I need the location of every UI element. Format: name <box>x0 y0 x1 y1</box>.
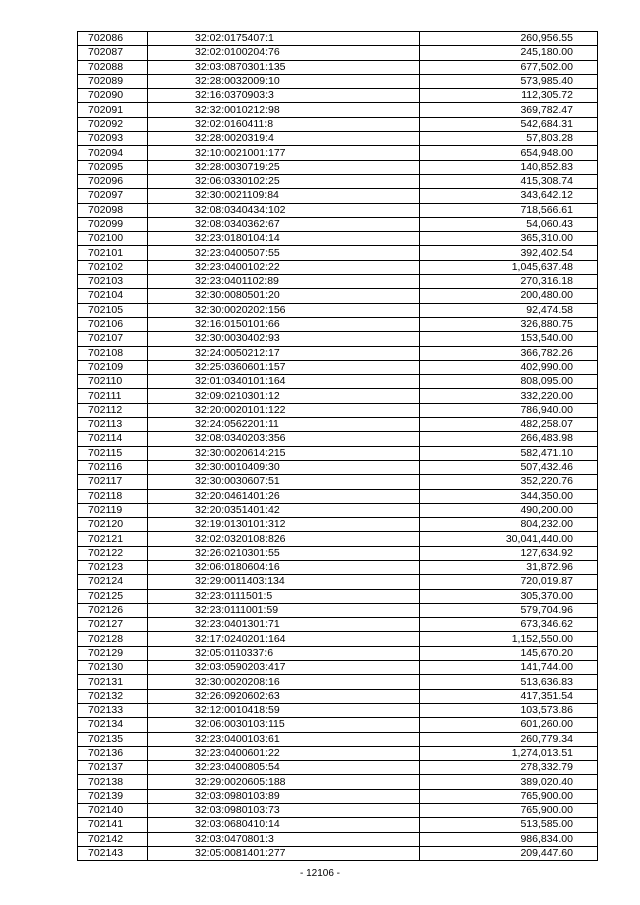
table-row <box>78 646 598 660</box>
cadastral-number-cell: 32:05:0110337:6 <box>148 646 420 660</box>
value-cell: 103,573.86 <box>420 703 598 717</box>
table-row <box>78 60 598 74</box>
row-id-cell: 702105 <box>78 303 148 317</box>
page-number: - 12106 - <box>299 868 341 879</box>
table-row <box>78 446 598 460</box>
value-cell: 31,872.96 <box>420 560 598 574</box>
cadastral-number-cell: 32:08:0340203:356 <box>148 432 420 446</box>
value-cell: 654,948.00 <box>420 146 598 160</box>
value-cell: 542,684.31 <box>420 117 598 131</box>
value-cell: 57,803.28 <box>420 132 598 146</box>
cadastral-number-cell: 32:30:0010409:30 <box>148 460 420 474</box>
row-id-cell: 702100 <box>78 232 148 246</box>
cadastral-number-cell: 32:06:0030103:115 <box>148 718 420 732</box>
row-id-cell: 702103 <box>78 275 148 289</box>
table-row <box>78 546 598 560</box>
table-body <box>78 32 598 861</box>
data-table <box>77 31 598 861</box>
value-cell: 1,152,550.00 <box>420 632 598 646</box>
table-row <box>78 232 598 246</box>
value-cell: 112,305.72 <box>420 89 598 103</box>
table-row <box>78 761 598 775</box>
row-id-cell: 702120 <box>78 518 148 532</box>
cadastral-number-cell: 32:32:0010212:98 <box>148 103 420 117</box>
value-cell: 389,020.40 <box>420 775 598 789</box>
cadastral-number-cell: 32:30:0020202:156 <box>148 303 420 317</box>
value-cell: 582,471.10 <box>420 446 598 460</box>
row-id-cell: 702134 <box>78 718 148 732</box>
cadastral-number-cell: 32:03:0680410:14 <box>148 818 420 832</box>
table-row <box>78 46 598 60</box>
table-row <box>78 103 598 117</box>
cadastral-number-cell: 32:05:0081401:277 <box>148 846 420 860</box>
cadastral-number-cell: 32:25:0360601:157 <box>148 360 420 374</box>
table-row <box>78 418 598 432</box>
table-row <box>78 174 598 188</box>
value-cell: 343,642.12 <box>420 189 598 203</box>
row-id-cell: 702126 <box>78 603 148 617</box>
row-id-cell: 702125 <box>78 589 148 603</box>
cadastral-number-cell: 32:23:0400103:61 <box>148 732 420 746</box>
table-row <box>78 160 598 174</box>
row-id-cell: 702117 <box>78 475 148 489</box>
row-id-cell: 702137 <box>78 761 148 775</box>
value-cell: 402,990.00 <box>420 360 598 374</box>
value-cell: 1,045,637.48 <box>420 260 598 274</box>
table-row <box>78 375 598 389</box>
value-cell: 365,310.00 <box>420 232 598 246</box>
value-cell: 513,636.83 <box>420 675 598 689</box>
cadastral-number-cell: 32:23:0401301:71 <box>148 618 420 632</box>
table-row <box>78 203 598 217</box>
table-row <box>78 246 598 260</box>
table-row <box>78 189 598 203</box>
value-cell: 601,260.00 <box>420 718 598 732</box>
row-id-cell: 702113 <box>78 418 148 432</box>
table-row <box>78 303 598 317</box>
value-cell: 305,370.00 <box>420 589 598 603</box>
table-row <box>78 689 598 703</box>
row-id-cell: 702127 <box>78 618 148 632</box>
cadastral-number-cell: 32:19:0130101:312 <box>148 518 420 532</box>
cadastral-number-cell: 32:20:0461401:26 <box>148 489 420 503</box>
row-id-cell: 702090 <box>78 89 148 103</box>
cadastral-number-cell: 32:09:0210301:12 <box>148 389 420 403</box>
row-id-cell: 702107 <box>78 332 148 346</box>
row-id-cell: 702094 <box>78 146 148 160</box>
cadastral-number-cell: 32:23:0400805:54 <box>148 761 420 775</box>
cadastral-number-cell: 32:16:0150101:66 <box>148 317 420 331</box>
table-row <box>78 117 598 131</box>
cadastral-number-cell: 32:06:0180604:16 <box>148 560 420 574</box>
row-id-cell: 702095 <box>78 160 148 174</box>
table-row <box>78 475 598 489</box>
table-row <box>78 589 598 603</box>
value-cell: 326,880.75 <box>420 317 598 331</box>
cadastral-number-cell: 32:30:0020208:16 <box>148 675 420 689</box>
table-row <box>78 746 598 760</box>
cadastral-number-cell: 32:16:0370903:3 <box>148 89 420 103</box>
row-id-cell: 702141 <box>78 818 148 832</box>
cadastral-number-cell: 32:23:0400601:22 <box>148 746 420 760</box>
value-cell: 200,480.00 <box>420 289 598 303</box>
table-row <box>78 460 598 474</box>
cadastral-number-cell: 32:23:0401102:89 <box>148 275 420 289</box>
table-row <box>78 818 598 832</box>
row-id-cell: 702104 <box>78 289 148 303</box>
row-id-cell: 702123 <box>78 560 148 574</box>
value-cell: 786,940.00 <box>420 403 598 417</box>
cadastral-number-cell: 32:30:0021109:84 <box>148 189 420 203</box>
value-cell: 673,346.62 <box>420 618 598 632</box>
cadastral-number-cell: 32:23:0111501:5 <box>148 589 420 603</box>
cadastral-number-cell: 32:20:0020101:122 <box>148 403 420 417</box>
cadastral-number-cell: 32:20:0351401:42 <box>148 503 420 517</box>
cadastral-number-cell: 32:08:0340362:67 <box>148 217 420 231</box>
row-id-cell: 702140 <box>78 804 148 818</box>
row-id-cell: 702093 <box>78 132 148 146</box>
row-id-cell: 702130 <box>78 661 148 675</box>
table-row <box>78 217 598 231</box>
value-cell: 804,232.00 <box>420 518 598 532</box>
table-row <box>78 632 598 646</box>
value-cell: 573,985.40 <box>420 74 598 88</box>
row-id-cell: 702096 <box>78 174 148 188</box>
row-id-cell: 702092 <box>78 117 148 131</box>
row-id-cell: 702132 <box>78 689 148 703</box>
cadastral-number-cell: 32:03:0980103:89 <box>148 789 420 803</box>
cadastral-number-cell: 32:28:0032009:10 <box>148 74 420 88</box>
value-cell: 417,351.54 <box>420 689 598 703</box>
row-id-cell: 702112 <box>78 403 148 417</box>
cadastral-number-cell: 32:23:0400507:55 <box>148 246 420 260</box>
table-row <box>78 346 598 360</box>
cadastral-number-cell: 32:03:0980103:73 <box>148 804 420 818</box>
cadastral-number-cell: 32:03:0470801:3 <box>148 832 420 846</box>
value-cell: 765,900.00 <box>420 789 598 803</box>
cadastral-number-cell: 32:01:0340101:164 <box>148 375 420 389</box>
cadastral-number-cell: 32:23:0400102:22 <box>148 260 420 274</box>
value-cell: 1,274,013.51 <box>420 746 598 760</box>
cadastral-number-cell: 32:28:0030719:25 <box>148 160 420 174</box>
cadastral-number-cell: 32:24:0562201:11 <box>148 418 420 432</box>
table-row <box>78 832 598 846</box>
cadastral-number-cell: 32:29:0011403:134 <box>148 575 420 589</box>
row-id-cell: 702129 <box>78 646 148 660</box>
row-id-cell: 702142 <box>78 832 148 846</box>
table-row <box>78 804 598 818</box>
value-cell: 270,316.18 <box>420 275 598 289</box>
value-cell: 415,308.74 <box>420 174 598 188</box>
cadastral-number-cell: 32:12:0010418:59 <box>148 703 420 717</box>
cadastral-number-cell: 32:06:0330102:25 <box>148 174 420 188</box>
value-cell: 366,782.26 <box>420 346 598 360</box>
value-cell: 986,834.00 <box>420 832 598 846</box>
row-id-cell: 702109 <box>78 360 148 374</box>
row-id-cell: 702097 <box>78 189 148 203</box>
row-id-cell: 702099 <box>78 217 148 231</box>
cadastral-number-cell: 32:10:0021001:177 <box>148 146 420 160</box>
table-row <box>78 275 598 289</box>
table-row <box>78 661 598 675</box>
table-row <box>78 432 598 446</box>
row-id-cell: 702124 <box>78 575 148 589</box>
row-id-cell: 702098 <box>78 203 148 217</box>
row-id-cell: 702118 <box>78 489 148 503</box>
table-row <box>78 132 598 146</box>
row-id-cell: 702086 <box>78 32 148 46</box>
value-cell: 30,041,440.00 <box>420 532 598 546</box>
row-id-cell: 702115 <box>78 446 148 460</box>
cadastral-number-cell: 32:23:0111001:59 <box>148 603 420 617</box>
row-id-cell: 702136 <box>78 746 148 760</box>
table-row <box>78 389 598 403</box>
cadastral-number-cell: 32:02:0100204:76 <box>148 46 420 60</box>
value-cell: 507,432.46 <box>420 460 598 474</box>
cadastral-number-cell: 32:02:0160411:8 <box>148 117 420 131</box>
table-row <box>78 32 598 46</box>
row-id-cell: 702131 <box>78 675 148 689</box>
row-id-cell: 702088 <box>78 60 148 74</box>
row-id-cell: 702087 <box>78 46 148 60</box>
row-id-cell: 702106 <box>78 317 148 331</box>
cadastral-number-cell: 32:28:0020319:4 <box>148 132 420 146</box>
row-id-cell: 702138 <box>78 775 148 789</box>
cadastral-number-cell: 32:24:0050212:17 <box>148 346 420 360</box>
table-row <box>78 789 598 803</box>
table-row <box>78 332 598 346</box>
value-cell: 720,019.87 <box>420 575 598 589</box>
row-id-cell: 702114 <box>78 432 148 446</box>
row-id-cell: 702111 <box>78 389 148 403</box>
value-cell: 153,540.00 <box>420 332 598 346</box>
value-cell: 344,350.00 <box>420 489 598 503</box>
row-id-cell: 702119 <box>78 503 148 517</box>
table-row <box>78 89 598 103</box>
value-cell: 392,402.54 <box>420 246 598 260</box>
table-row <box>78 260 598 274</box>
row-id-cell: 702143 <box>78 846 148 860</box>
table-row <box>78 74 598 88</box>
value-cell: 260,779.34 <box>420 732 598 746</box>
value-cell: 278,332.79 <box>420 761 598 775</box>
row-id-cell: 702108 <box>78 346 148 360</box>
table-row <box>78 518 598 532</box>
value-cell: 209,447.60 <box>420 846 598 860</box>
value-cell: 677,502.00 <box>420 60 598 74</box>
value-cell: 54,060.43 <box>420 217 598 231</box>
value-cell: 92,474.58 <box>420 303 598 317</box>
value-cell: 490,200.00 <box>420 503 598 517</box>
table-row <box>78 603 598 617</box>
table-row <box>78 775 598 789</box>
value-cell: 765,900.00 <box>420 804 598 818</box>
table-row <box>78 532 598 546</box>
value-cell: 513,585.00 <box>420 818 598 832</box>
cadastral-number-cell: 32:30:0080501:20 <box>148 289 420 303</box>
row-id-cell: 702102 <box>78 260 148 274</box>
cadastral-number-cell: 32:02:0175407:1 <box>148 32 420 46</box>
value-cell: 260,956.55 <box>420 32 598 46</box>
cadastral-number-cell: 32:30:0030402:93 <box>148 332 420 346</box>
table-row <box>78 403 598 417</box>
value-cell: 808,095.00 <box>420 375 598 389</box>
cadastral-number-cell: 32:30:0020614:215 <box>148 446 420 460</box>
cadastral-number-cell: 32:30:0030607:51 <box>148 475 420 489</box>
row-id-cell: 702128 <box>78 632 148 646</box>
table-row <box>78 618 598 632</box>
table-row <box>78 360 598 374</box>
value-cell: 482,258.07 <box>420 418 598 432</box>
table-row <box>78 503 598 517</box>
row-id-cell: 702110 <box>78 375 148 389</box>
row-id-cell: 702122 <box>78 546 148 560</box>
value-cell: 141,744.00 <box>420 661 598 675</box>
value-cell: 127,634.92 <box>420 546 598 560</box>
table-row <box>78 732 598 746</box>
value-cell: 140,852.83 <box>420 160 598 174</box>
cadastral-number-cell: 32:23:0180104:14 <box>148 232 420 246</box>
table-row <box>78 575 598 589</box>
cadastral-number-cell: 32:03:0870301:135 <box>148 60 420 74</box>
cadastral-number-cell: 32:29:0020605:188 <box>148 775 420 789</box>
value-cell: 718,566.61 <box>420 203 598 217</box>
table-row <box>78 718 598 732</box>
cadastral-number-cell: 32:26:0210301:55 <box>148 546 420 560</box>
cadastral-number-cell: 32:17:0240201:164 <box>148 632 420 646</box>
table-row <box>78 289 598 303</box>
value-cell: 369,782.47 <box>420 103 598 117</box>
cadastral-number-cell: 32:02:0320108:826 <box>148 532 420 546</box>
row-id-cell: 702089 <box>78 74 148 88</box>
table-row <box>78 675 598 689</box>
row-id-cell: 702135 <box>78 732 148 746</box>
cadastral-number-cell: 32:03:0590203:417 <box>148 661 420 675</box>
row-id-cell: 702133 <box>78 703 148 717</box>
cadastral-number-cell: 32:08:0340434:102 <box>148 203 420 217</box>
value-cell: 332,220.00 <box>420 389 598 403</box>
table-row <box>78 560 598 574</box>
row-id-cell: 702121 <box>78 532 148 546</box>
value-cell: 579,704.96 <box>420 603 598 617</box>
value-cell: 266,483.98 <box>420 432 598 446</box>
value-cell: 245,180.00 <box>420 46 598 60</box>
value-cell: 352,220.76 <box>420 475 598 489</box>
value-cell: 145,670.20 <box>420 646 598 660</box>
table-row <box>78 846 598 860</box>
table-row <box>78 317 598 331</box>
row-id-cell: 702139 <box>78 789 148 803</box>
table-row <box>78 703 598 717</box>
table-row <box>78 146 598 160</box>
row-id-cell: 702101 <box>78 246 148 260</box>
row-id-cell: 702116 <box>78 460 148 474</box>
row-id-cell: 702091 <box>78 103 148 117</box>
table-row <box>78 489 598 503</box>
cadastral-number-cell: 32:26:0920602:63 <box>148 689 420 703</box>
